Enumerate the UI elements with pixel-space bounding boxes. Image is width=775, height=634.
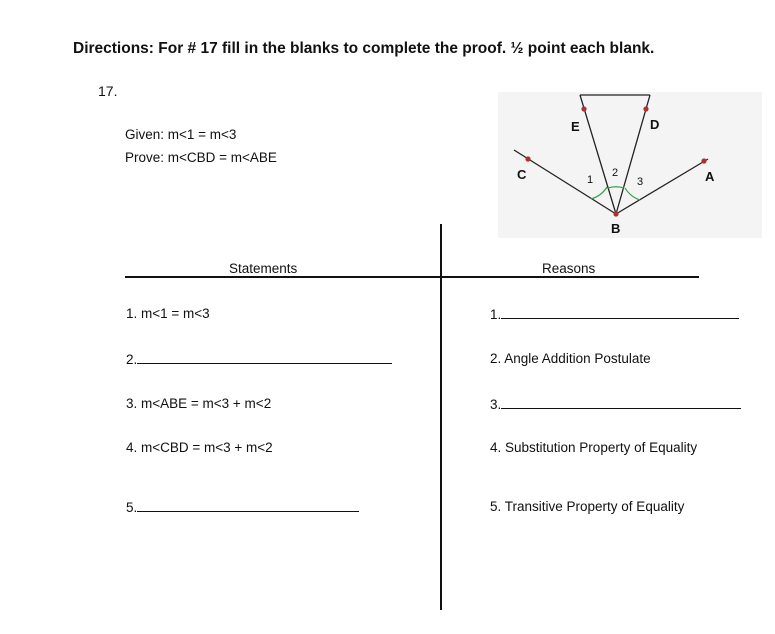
reason-3-row bbox=[490, 396, 741, 412]
reason-3-blank[interactable] bbox=[501, 396, 741, 409]
point-a bbox=[701, 158, 706, 163]
point-b bbox=[613, 211, 618, 216]
angle-diagram bbox=[498, 92, 762, 238]
statement-5-blank[interactable] bbox=[137, 499, 359, 512]
reason-1-number: 1. bbox=[490, 307, 502, 322]
reason-3-number: 3. bbox=[490, 397, 502, 412]
reason-2: 2. Angle Addition Postulate bbox=[490, 351, 651, 366]
statement-2-number: 2. bbox=[126, 352, 138, 367]
reason-5: 5. Transitive Property of Equality bbox=[490, 499, 685, 514]
angle-label-3: 3 bbox=[637, 176, 644, 188]
question-number: 17. bbox=[98, 83, 118, 99]
point-label-c: C bbox=[517, 167, 527, 182]
reasons-header: Reasons bbox=[542, 261, 596, 276]
reason-1-row bbox=[490, 306, 739, 322]
statement-1: 1. m<1 = m<3 bbox=[126, 306, 210, 321]
point-e bbox=[581, 106, 586, 111]
reason-1-blank[interactable] bbox=[501, 306, 739, 319]
prove-statement: Prove: m<CBD = m<ABE bbox=[125, 150, 277, 165]
statement-2-row bbox=[126, 351, 392, 367]
point-label-e: E bbox=[571, 119, 580, 134]
statement-3: 3. m<ABE = m<3 + m<2 bbox=[126, 396, 272, 411]
statement-5-row bbox=[126, 499, 359, 515]
point-label-d: D bbox=[650, 117, 660, 132]
statement-5-number: 5. bbox=[126, 500, 138, 515]
table-divider bbox=[440, 224, 442, 610]
reason-4: 4. Substitution Property of Equality bbox=[490, 440, 698, 455]
directions-text: Directions: For # 17 fill in the blanks to complete the proof. ½ point each blank. bbox=[73, 40, 655, 57]
given-statement: Given: m<1 = m<3 bbox=[125, 127, 237, 142]
statement-2-blank[interactable] bbox=[137, 351, 392, 364]
statement-4: 4. m<CBD = m<3 + m<2 bbox=[126, 440, 273, 455]
angle-label-2: 2 bbox=[612, 167, 619, 179]
table-header-rule bbox=[125, 276, 699, 278]
point-d bbox=[643, 106, 648, 111]
point-c bbox=[525, 156, 530, 161]
point-label-a: A bbox=[705, 169, 715, 184]
angle-label-1: 1 bbox=[587, 174, 594, 186]
statements-header: Statements bbox=[229, 261, 298, 276]
point-label-b: B bbox=[611, 221, 621, 236]
